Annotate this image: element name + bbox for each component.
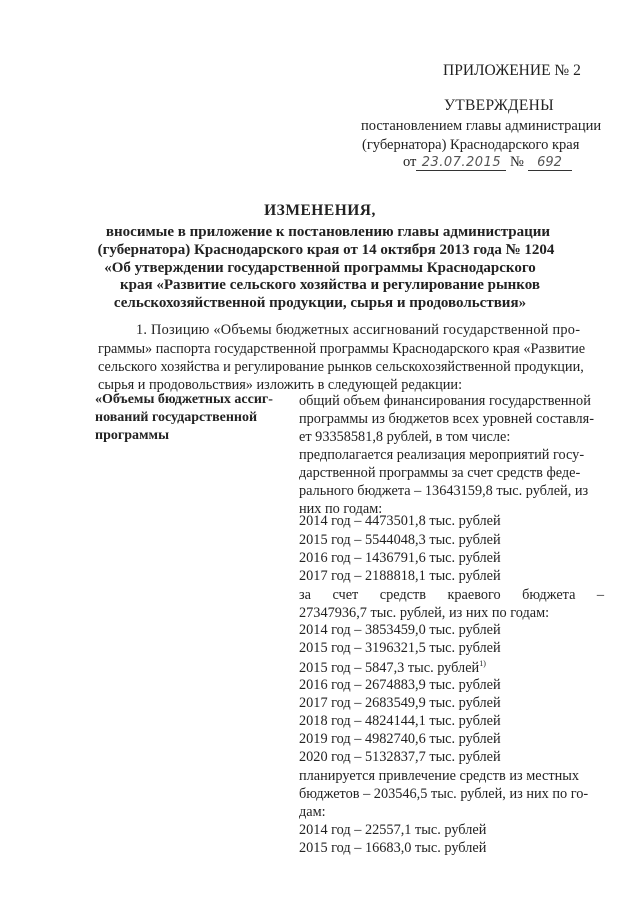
date-prefix: от [403, 154, 417, 170]
right-cell-line-13: 27347936,7 тыс. рублей, из них по годам: [299, 605, 550, 621]
right-cell-line-11: 2017 год – 2188818,1 тыс. рублей [299, 568, 501, 584]
handwritten-date: 23.07.2015 [416, 155, 506, 171]
handwritten-number: 692 [528, 155, 572, 171]
intro-line-1: 1. Позицию «Объемы бюджетных ассигнований государственной про- [136, 322, 581, 338]
right-cell-line-20: 2019 год – 4982740,6 тыс. рублей [299, 731, 501, 747]
right-cell-line-5: дарственной программы за счет средств феде- [299, 465, 581, 481]
title-line-1: вносимые в приложение к постановлению главы администрации [105, 224, 551, 240]
right-cell-line-18: 2017 год – 2683549,9 тыс. рублей [299, 695, 501, 711]
appendix-label: ПРИЛОЖЕНИЕ № 2 [443, 62, 581, 79]
left-cell-line-1: «Объемы бюджетных ассиг- [95, 392, 273, 407]
right-cell-line-16-text: 2015 год – 5847,3 тыс. рублей [299, 659, 480, 676]
right-cell-line-2: программы из бюджетов всех уровней составля- [299, 411, 595, 427]
intro-line-2: граммы» паспорта государственной программы Краснодарского края «Развитие [98, 341, 586, 357]
right-cell-line-4: предполагается реализация мероприятий госу- [299, 447, 585, 463]
right-cell-line-19: 2018 год – 4824144,1 тыс. рублей [299, 713, 501, 729]
right-cell-line-24: дам: [299, 804, 326, 820]
date-number-line [403, 154, 572, 171]
right-cell-line-9: 2015 год – 5544048,3 тыс. рублей [299, 532, 501, 548]
right-cell-line-7: них по годам: [299, 501, 383, 517]
left-cell-line-2: нований государственной [95, 410, 258, 425]
right-cell-line-25: 2014 год – 22557,1 тыс. рублей [299, 822, 487, 838]
left-cell-line-3: программы [95, 428, 169, 443]
number-prefix: № [510, 154, 524, 170]
title-line-5: сельскохозяйственной продукции, сырья и продовольствия» [113, 295, 527, 311]
right-cell-line-23: бюджетов – 203546,5 тыс. рублей, из них по го- [299, 786, 589, 802]
right-cell-line-15: 2015 год – 3196321,5 тыс. рублей [299, 640, 501, 656]
right-cell-line-3: ет 93358581,8 рублей, в том числе: [299, 429, 511, 445]
right-cell-line-14: 2014 год – 3853459,0 тыс. рублей [299, 622, 501, 638]
right-cell-line-16 [299, 659, 486, 677]
approved-line-1: постановлением главы администрации [361, 118, 602, 134]
intro-line-3: сельского хозяйства и регулирование рынков сельскохозяйственной продукции, [98, 359, 584, 375]
approved-label: УТВЕРЖДЕНЫ [444, 97, 554, 114]
right-cell-line-1: общий объем финансирования государственной [299, 393, 591, 409]
right-cell-line-12: за счет средств краевого бюджета – [299, 587, 605, 603]
title-line-3: «Об утверждении государственной программы Краснодарского [104, 260, 536, 276]
right-cell-line-8: 2014 год – 4473501,8 тыс. рублей [299, 513, 501, 529]
right-cell-line-6: рального бюджета – 13643159,8 тыс. рублей, из [299, 483, 589, 499]
right-cell-line-26: 2015 год – 16683,0 тыс. рублей [299, 840, 487, 856]
document-heading: ИЗМЕНЕНИЯ, [264, 202, 376, 219]
right-cell-line-21: 2020 год – 5132837,7 тыс. рублей [299, 749, 501, 765]
footnote-mark: 1) [479, 659, 486, 668]
right-cell-line-22: планируется привлечение средств из местных [299, 768, 579, 784]
approved-line-2: (губернатора) Краснодарского края [362, 137, 580, 153]
title-line-2: (губернатора) Краснодарского края от 14 октября 2013 года № 1204 [97, 242, 555, 258]
right-cell-line-17: 2016 год – 2674883,9 тыс. рублей [299, 677, 501, 693]
title-line-4: края «Развитие сельского хозяйства и регулирование рынков [120, 277, 540, 293]
right-cell-line-10: 2016 год – 1436791,6 тыс. рублей [299, 550, 501, 566]
intro-line-4: сырья и продовольствия» изложить в следующей редакции: [98, 377, 463, 393]
